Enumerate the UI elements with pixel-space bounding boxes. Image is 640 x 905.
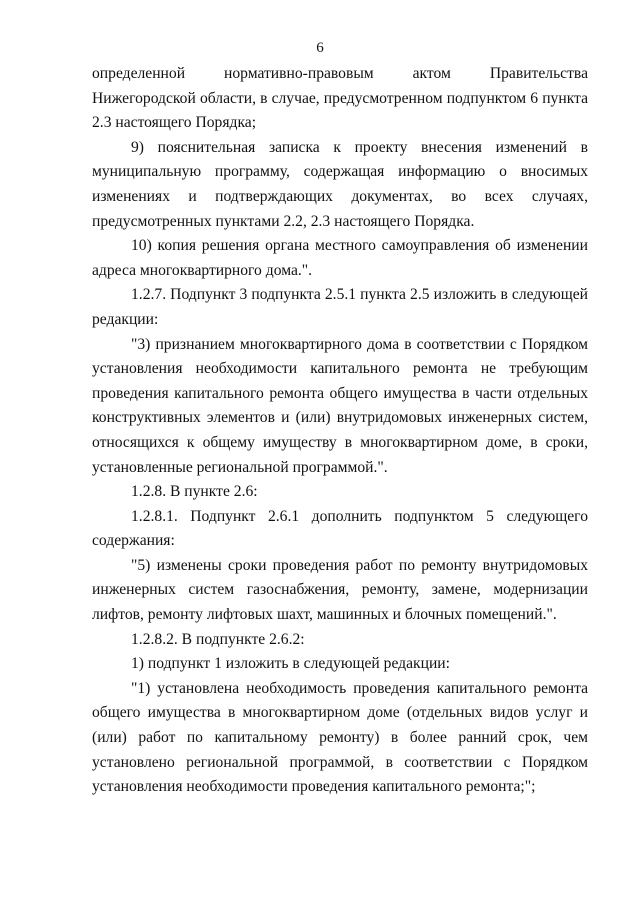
paragraph-1-2-8-1: 1.2.8.1. Подпункт 2.6.1 дополнить подпунктом 5 следующего содержания: <box>92 507 588 550</box>
paragraph-item-9: 9) пояснительная записка к проекту внесения изменений в муниципальную программу, содержащая информацию о вносимых изменениях и подтверждающих документах, во всех случаях, предусмотренных пунктами 2.2, 2.3 настоящего Порядка. <box>92 138 588 230</box>
paragraph-1-2-8-2: 1.2.8.2. В подпункте 2.6.2: <box>131 630 305 648</box>
paragraph-quote-5: "5) изменены сроки проведения работ по ремонту внутридомовых инженерных систем газоснабжения, ремонту, замене, модернизации лифтов, ремонту лифтовых шахт, машинных и блочных помещений.". <box>92 556 588 624</box>
paragraph-item-10: 10) копия решения органа местного самоуправления об изменении адреса многоквартирного дома.". <box>92 237 588 279</box>
paragraph-subitem-1: 1) подпункт 1 изложить в следующей редакции: <box>131 655 450 673</box>
paragraph-1-2-8: 1.2.8. В пункте 2.6: <box>131 483 258 501</box>
page-number: 6 <box>316 40 324 56</box>
paragraph-1-2-7: 1.2.7. Подпункт 3 подпункта 2.5.1 пункта 2.5 изложить в следующей редакции: <box>92 286 588 328</box>
paragraph-continuation: определенной нормативно-правовым актом Правительства Нижегородской области, в случае, предусмотренном подпунктом 6 пункта 2.3 настоящего Порядка; <box>92 65 588 132</box>
document-body <box>92 62 588 800</box>
paragraph-quote-1: "1) установлена необходимость проведения капитального ремонта общего имущества в многоквартирном доме (отдельных видов услуг и (или) работ по капитальному ремонту) в более ранний срок, чем установлено региональной программой, в соответствии с Порядком установления необходимости проведения капитального ремонта;"; <box>92 679 588 796</box>
paragraph-quote-3: "3) признанием многоквартирного дома в соответствии с Порядком установления необходимости капитального ремонта не требующим проведения капитального ремонта общего имущества в части отдельных конструктивных элементов и (или) внутридомовых инженерных систем, относящихся к общему имуществу в многоквартирном доме, в сроки, установленные региональной программой.". <box>92 335 588 476</box>
